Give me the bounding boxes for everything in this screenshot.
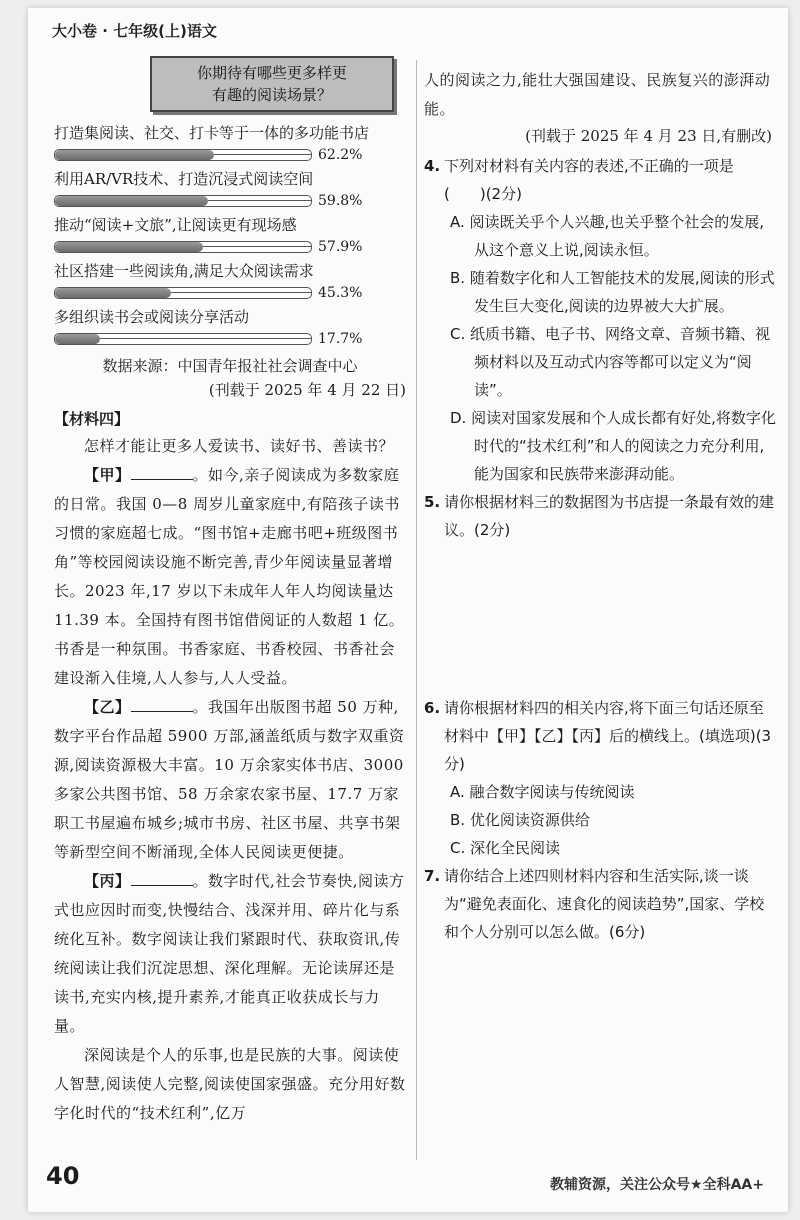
material-four-publish-date: (刊载于 2025 年 4 月 23 日,有删改) [525,127,772,145]
survey-bar-leader [100,338,311,339]
text-yi: 。我国年出版图书超 50 万种,数字平台作品超 5900 万部,涵盖纸质与数字双重资源,阅读资源极大丰富。10 万余家实体书店、3000 多家公共图书馆、58 万余家农家书屋、17.7 万家职工书屋遍布城乡;城市书房、社区书屋、共享书架等新型空间不断涌现,全体人民阅读更便捷。 [54,698,405,861]
survey-item-text: 社区搭建一些阅读角,满足大众阅读需求 [54,262,314,280]
survey-publish-date: (刊载于 2025 年 4 月 22 日) [208,381,406,399]
survey-bar-fill [55,150,214,160]
survey-item [54,306,406,350]
survey-bar-percent: 57.9% [318,239,363,255]
question-6-text: 请你根据材料四的相关内容,将下面三句话还原至材料中【甲】【乙】【丙】后的横线上。(填选项)(3分) [444,699,772,773]
data-source: 数据来源：中国青年报社社会调查中心 [102,357,358,375]
question-6-number: 6. [424,699,441,717]
question-4-options [424,208,776,488]
survey-bar-percent: 59.8% [318,193,363,209]
survey-item [54,168,406,212]
survey-bar-track [54,195,312,207]
option-item[interactable]: B. 随着数字化和人工智能技术的发展,阅读的形式发生巨大变化,阅读的边界被大大扩展。 [450,269,775,315]
survey-item [54,214,406,258]
survey-item-text: 多组织读书会或阅读分享活动 [54,308,250,326]
label-yi: 【乙】 [84,698,131,716]
question-4-number: 4. [424,157,441,175]
survey-item-text: 推动“阅读+文旅”,让阅读更有现场感 [54,216,297,234]
survey-bar-row [54,236,406,258]
survey-chart [54,122,406,350]
survey-item [54,122,406,166]
survey-bar-percent: 45.3% [318,285,363,301]
material-four-continued: 人的阅读之力,能壮大强国建设、民族复兴的澎湃动能。 [424,71,771,118]
survey-bar-leader [171,292,311,293]
label-jia: 【甲】 [84,466,131,484]
material-four-title: 【材料四】 [54,410,130,428]
question-7 [424,862,776,946]
survey-bar-leader [214,154,311,155]
question-4-text: 下列对材料有关内容的表述,不正确的一项是 ( )(2分) [444,157,794,203]
survey-bar-row [54,144,406,166]
survey-bar-track [54,287,312,299]
blank-jia[interactable] [131,463,193,480]
question-4 [424,152,794,208]
option-item[interactable]: A. 融合数字阅读与传统阅读 [450,783,635,801]
worksheet-page [28,8,794,1212]
text-bing: 。数字时代,社会节奏快,阅读方式也应因时而变,快慢结合、浅深并用、碎片化与系统化互补。数字阅读让我们紧跟时代、获取资讯,传统阅读让我们沉淀思想、深化理解。无论读屏还是读书,充实内核,提升素养,才能真正收获成长与力量。 [54,872,405,1035]
survey-bar-row [54,328,406,350]
survey-bar-row [54,190,406,212]
label-bing: 【丙】 [84,872,131,890]
survey-bar-row [54,282,406,304]
question-7-number: 7. [424,867,441,885]
survey-bar-fill [55,334,100,344]
question-7-text: 请你结合上述四则材料内容和生活实际,谈一谈为“避免表面化、速食化的阅读趋势”,国家、学校和个人分别可以怎么做。(6分) [444,867,765,941]
question-5-number: 5. [424,493,441,511]
option-item[interactable]: B. 优化阅读资源供给 [450,811,590,829]
question-5-answer-area[interactable] [424,544,776,694]
option-item[interactable]: D. 阅读对国家发展和个人成长都有好处,将数字化时代的“技术红利”和人的阅读之力充分利用,能为国家和民族带来澎湃动能。 [450,409,776,483]
paragraph-last: 深阅读是个人的乐事,也是民族的大事。阅读使人智慧,阅读使人完整,阅读使国家强盛。充分用好数字化时代的“技术红利”,亿万 [54,1046,406,1122]
paragraph-bing [54,867,406,1041]
survey-bar-track [54,149,312,161]
question-5 [424,488,776,544]
page-number: 40 [46,1162,80,1190]
material-four-intro: 怎样才能让更多人爱读书、读好书、善读书？ [84,437,395,455]
survey-bar-percent: 17.7% [318,331,363,347]
text-jia: 。如今,亲子阅读成为多数家庭的日常。我国 0—8 周岁儿童家庭中,有陪孩子读书习惯的家庭超七成。“图书馆+走廊书吧+班级图书角”等校园阅读设施不断完善,青少年阅读量显著增长。2023 年,17 岁以下未成年人年人均阅读量达 11.39 本。全国持有图书馆借阅证的人数超 1 亿。书香是一种氛围。书香家庭、书香校园、书香社会建设渐入佳境,人人参与,人人受益。 [54,466,405,687]
option-item[interactable]: C. 纸质书籍、电子书、网络文章、音频书籍、视频材料以及互动式内容等都可以定义为“阅读”。 [450,325,771,399]
question-5-text: 请你根据材料三的数据图为书店提一条最有效的建议。(2分) [444,493,775,539]
left-column [54,60,406,1128]
survey-bar-leader [203,246,311,247]
survey-bar-percent: 62.2% [318,147,363,163]
survey-item-text: 利用AR/VR技术、打造沉浸式阅读空间 [54,170,314,188]
footer-watermark: 教辅资源，关注公众号★全科AA+ [550,1177,764,1193]
paragraph-jia [54,461,406,693]
question-6-options [424,778,776,862]
survey-bar-track [54,241,312,253]
paragraph-yi [54,693,406,867]
right-column [424,66,794,946]
survey-bar-fill [55,242,203,252]
question-6 [424,694,776,778]
option-item[interactable]: C. 深化全民阅读 [450,839,561,857]
survey-question: 你期待有哪些更多样更有趣的阅读场景？ [196,64,347,104]
survey-bar-track [54,333,312,345]
survey-bar-fill [55,196,208,206]
page-header: 大小卷 · 七年级(上)语文 [52,22,217,40]
blank-yi[interactable] [131,695,193,712]
survey-item-text: 打造集阅读、社交、打卡等于一体的多功能书店 [54,124,370,142]
option-item[interactable]: A. 阅读既关乎个人兴趣,也关乎整个社会的发展,从这个意义上说,阅读永恒。 [450,213,765,259]
blank-bing[interactable] [131,869,193,886]
survey-banner [150,56,394,112]
survey-bar-leader [208,200,311,201]
survey-bar-fill [55,288,171,298]
column-divider [416,60,417,1160]
survey-item [54,260,406,304]
